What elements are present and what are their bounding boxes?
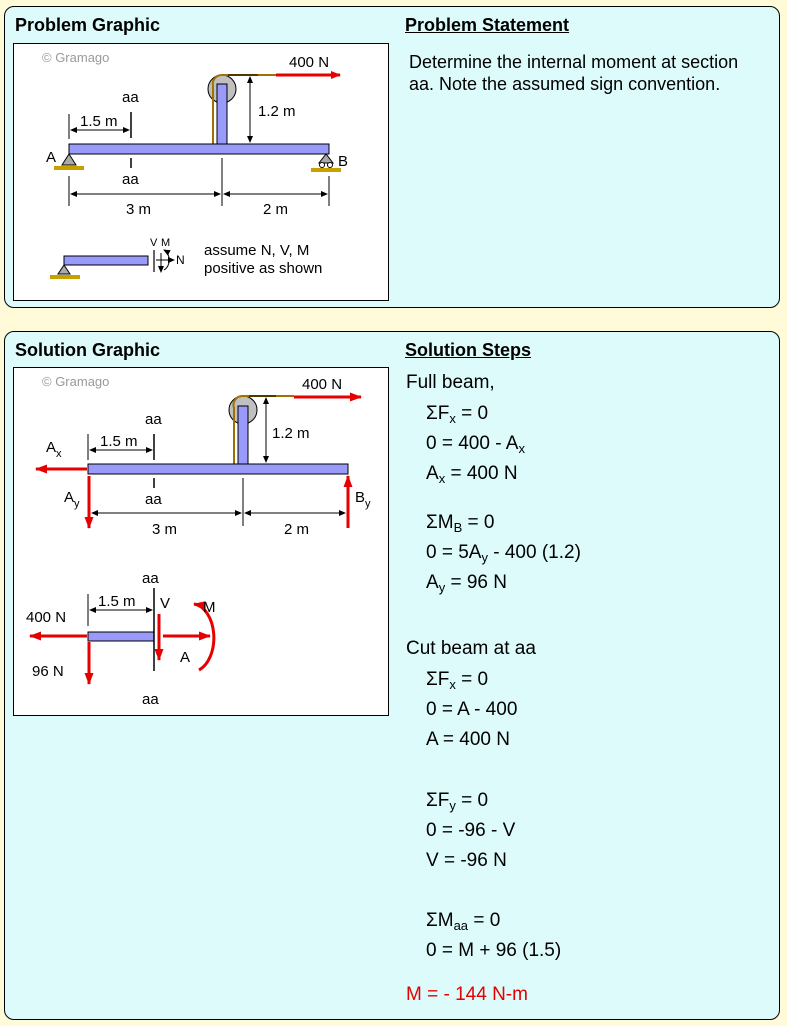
force-label: 400 N: [302, 376, 343, 393]
problem-statement: Determine the internal moment at section aa. Note the assumed sign convention.: [409, 52, 739, 94]
solution-step: [426, 910, 500, 932]
subscript: B: [453, 520, 463, 535]
span-left-label: 3 m: [126, 201, 152, 218]
solution-step: [426, 572, 507, 594]
force-label: 400 N: [289, 54, 330, 71]
step-text: 0 = 400 - A: [426, 433, 519, 454]
cut-force-down-label: 96 N: [32, 663, 64, 680]
solution-step: [426, 403, 488, 425]
section-label-bottom: aa: [122, 171, 139, 188]
problem-graphic-header: Problem Graphic: [15, 15, 161, 35]
problem-graphic: [13, 43, 389, 301]
cut-section-label-top: aa: [142, 570, 159, 587]
convention-support-icon: [58, 265, 70, 274]
ground-a: [54, 166, 84, 170]
subscript: x: [449, 677, 456, 692]
step-text: 0 = A - 400: [426, 699, 518, 720]
step-text: ΣM: [426, 910, 454, 931]
section-label-top: aa: [145, 411, 162, 428]
solution-panel: [4, 331, 780, 1020]
solution-steps-header: Solution Steps: [405, 340, 531, 360]
solution-graphic: [13, 367, 389, 716]
step-text: A: [426, 463, 439, 484]
solution-step: [426, 669, 488, 691]
solution-step: [406, 372, 495, 394]
copyright-text: © Gramago: [42, 374, 110, 389]
solution-diagram: [14, 368, 388, 715]
problem-statement-header: Problem Statement: [405, 15, 570, 35]
solution-step: [426, 729, 510, 751]
step-text: A = 400 N: [426, 729, 510, 750]
cut-beam: [88, 632, 154, 641]
step-text: Cut beam at aa: [406, 638, 536, 659]
step-text: M = - 144 N-m: [406, 984, 528, 1005]
subscript: x: [518, 441, 525, 456]
post: [238, 406, 248, 464]
step-text: 0 = 5A: [426, 542, 482, 563]
step-text: - 400 (1.2): [487, 542, 581, 563]
beam: [69, 144, 329, 154]
beam: [88, 464, 348, 474]
solution-step: [426, 542, 581, 564]
span-left-label: 3 m: [152, 521, 178, 538]
section-label-mid: aa: [145, 491, 162, 508]
step-text: 0 = M + 96 (1.5): [426, 940, 562, 961]
step-text: = 96 N: [445, 572, 507, 593]
step-text: = 0: [468, 910, 501, 931]
dim-1-5-label: 1.5 m: [100, 433, 138, 450]
convention-n-label: N: [176, 253, 185, 267]
reaction-by-label: $B_y$: [355, 489, 371, 510]
reaction-ax-label: $A_x$: [46, 439, 62, 460]
step-text: = 400 N: [445, 463, 518, 484]
step-text: Full beam,: [406, 372, 495, 393]
support-b-label: B: [338, 153, 349, 170]
height-label: 1.2 m: [258, 103, 296, 120]
step-text: ΣF: [426, 403, 450, 424]
subscript: y: [449, 798, 456, 813]
problem-panel: [4, 6, 780, 308]
convention-note-1: assume N, V, M: [204, 242, 310, 259]
subscript: y: [438, 580, 446, 595]
convention-note-2: positive as shown: [204, 260, 323, 277]
cut-section-label-bottom: aa: [142, 691, 159, 708]
solution-step: [426, 463, 518, 485]
shear-v-label: V: [160, 595, 171, 612]
solution-step: [426, 940, 561, 962]
step-text: ΣF: [426, 790, 450, 811]
ground-b: [311, 168, 341, 172]
solution-step: [426, 790, 488, 812]
step-text: = 0: [455, 403, 489, 424]
pin-support-icon: [62, 154, 76, 165]
solution-step: [426, 433, 525, 455]
subscript: y: [481, 550, 488, 565]
roller-support-icon: [319, 154, 333, 163]
step-text: ΣF: [426, 669, 450, 690]
step-text: = 0: [455, 669, 489, 690]
convention-v-label: V: [150, 237, 158, 249]
solution-step: [426, 850, 507, 872]
reaction-ay-label: $A_y$: [64, 489, 80, 510]
cut-dim-label: 1.5 m: [98, 593, 136, 610]
step-text: 0 = -96 - V: [426, 820, 516, 841]
solution-graphic-header: Solution Graphic: [15, 340, 161, 360]
cut-force-left-label: 400 N: [26, 609, 67, 626]
step-text: V = -96 N: [426, 850, 507, 871]
convention-m-label: M: [161, 237, 171, 249]
solution-step: [406, 638, 536, 660]
axial-a-label: A: [180, 649, 191, 666]
subscript: x: [438, 471, 446, 486]
post: [217, 84, 227, 144]
solution-step: [426, 820, 515, 842]
result-line: [406, 984, 528, 1006]
span-right-label: 2 m: [284, 521, 310, 538]
convention-beam: [64, 256, 148, 265]
subscript: aa: [453, 918, 469, 933]
support-a-label: A: [46, 149, 57, 166]
subscript: x: [449, 411, 456, 426]
step-text: ΣM: [426, 512, 454, 533]
span-right-label: 2 m: [263, 201, 289, 218]
moment-m-label: M: [203, 599, 216, 616]
copyright-text: © Gramago: [42, 50, 110, 65]
step-text: = 0: [462, 512, 495, 533]
section-label-top: aa: [122, 89, 139, 106]
height-label: 1.2 m: [272, 425, 310, 442]
dim-1-5-label: 1.5 m: [80, 113, 118, 130]
solution-step: [426, 512, 494, 534]
step-text: A: [426, 572, 439, 593]
problem-diagram: [14, 44, 388, 300]
step-text: = 0: [455, 790, 489, 811]
solution-step: [426, 699, 517, 721]
